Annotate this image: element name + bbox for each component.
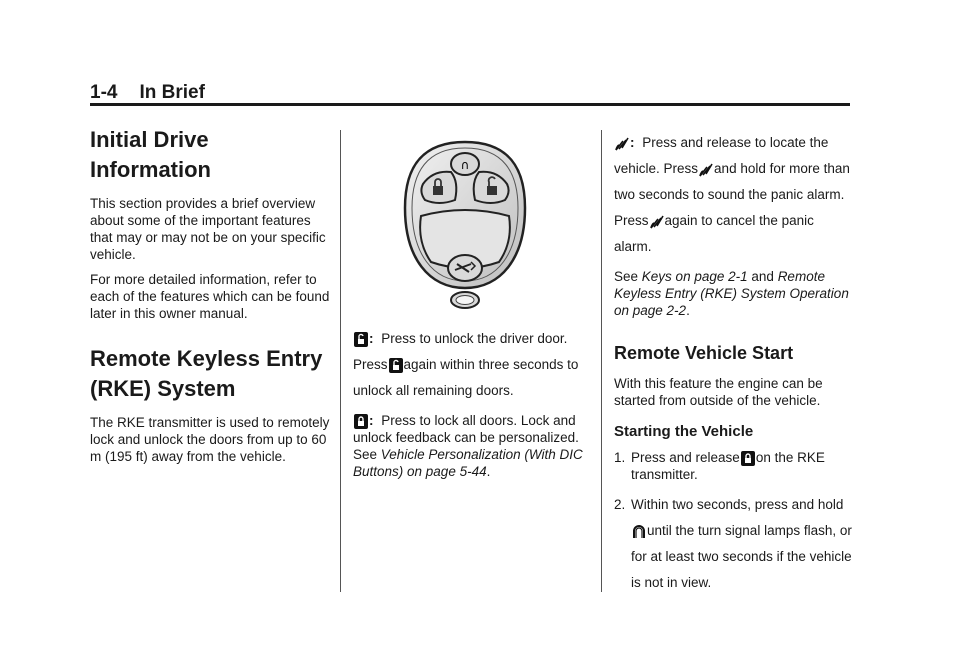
starting-steps	[614, 449, 854, 596]
initial-drive-title: Initial Drive Information	[90, 127, 211, 182]
lock-end: .	[486, 464, 491, 479]
step1-text-b: on the RKE transmitter.	[631, 450, 825, 482]
page-header	[90, 82, 850, 104]
header-text	[90, 82, 205, 103]
step2-text-b: until the turn signal lamps flash, or for at least two seconds if the vehicle is not in view.	[631, 523, 852, 590]
header-rule	[90, 103, 850, 106]
remote-start-title: Remote Vehicle Start	[614, 343, 794, 363]
column-divider-1	[340, 130, 341, 592]
panic-paragraph	[614, 130, 854, 260]
panic-text-b: and hold for more than two seconds to sound the panic alarm. Press	[614, 161, 850, 228]
panic-colon: :	[630, 135, 635, 150]
panic-icon	[650, 214, 664, 229]
lock-paragraph	[353, 412, 589, 480]
key-fob-illustration	[353, 138, 589, 316]
step-number: 1.	[614, 450, 626, 465]
unlock-icon	[389, 358, 403, 373]
unlock-text: Press to unlock the driver door.	[381, 331, 568, 346]
list-item	[614, 492, 854, 596]
rke-operation-reference[interactable]: Remote Keyless Entry (RKE) System Operation on page 2-2	[614, 269, 849, 318]
see-and: and	[751, 269, 774, 284]
unlock-again: again within three seconds to unlock all remaining doors.	[353, 357, 579, 398]
intro-paragraph-2: For more detailed information, refer to each of the features which can be found later in this owner manual.	[90, 272, 330, 321]
unlock-press: Press	[353, 357, 388, 372]
key-fob-icon	[399, 138, 531, 314]
column-2	[353, 138, 589, 488]
see-end: .	[686, 303, 690, 318]
lock-icon	[741, 451, 755, 466]
panic-text-c: again to cancel the panic alarm.	[614, 213, 814, 254]
see-paragraph	[614, 268, 854, 319]
column-3	[614, 130, 854, 605]
section-title: In Brief	[139, 82, 205, 103]
column-divider-2	[601, 130, 602, 592]
lock-colon: :	[369, 413, 374, 428]
column-1	[90, 125, 334, 473]
rke-title: Remote Keyless Entry (RKE) System	[90, 346, 323, 401]
panic-text-a: Press and release to locate the vehicle. Press	[614, 135, 829, 176]
keys-reference[interactable]: Keys on page 2-1	[641, 269, 748, 284]
rke-paragraph: The RKE transmitter is used to remotely lock and unlock the doors from up to 60 m (195 ft) away from the vehicle.	[90, 415, 330, 464]
page-number: 1-4	[90, 82, 118, 103]
panic-icon	[615, 136, 629, 151]
unlock-icon	[354, 332, 368, 347]
lock-reference[interactable]: Vehicle Personalization (With DIC Buttons) on page 5-44	[353, 447, 583, 479]
step2-text-a: Within two seconds, press and hold	[631, 497, 844, 512]
step-number: 2.	[614, 497, 626, 512]
lock-icon	[354, 414, 368, 429]
remote-start-icon	[632, 524, 646, 539]
intro-paragraph-1: This section provides a brief overview about some of the important features that may or may not be on your specific vehicle.	[90, 196, 326, 262]
remote-start-paragraph: With this feature the engine can be started from outside of the vehicle.	[614, 376, 823, 408]
unlock-paragraph	[353, 326, 589, 404]
see-text: See	[614, 269, 639, 284]
starting-vehicle-title: Starting the Vehicle	[614, 423, 754, 440]
panic-icon	[699, 162, 713, 177]
unlock-colon: :	[369, 331, 374, 346]
svg-text:∩: ∩	[460, 158, 470, 172]
list-item	[614, 449, 854, 483]
step1-text-a: Press and release	[631, 450, 740, 465]
lock-text: Press to lock all doors. Lock and unlock feedback can be personalized. See	[353, 413, 579, 462]
